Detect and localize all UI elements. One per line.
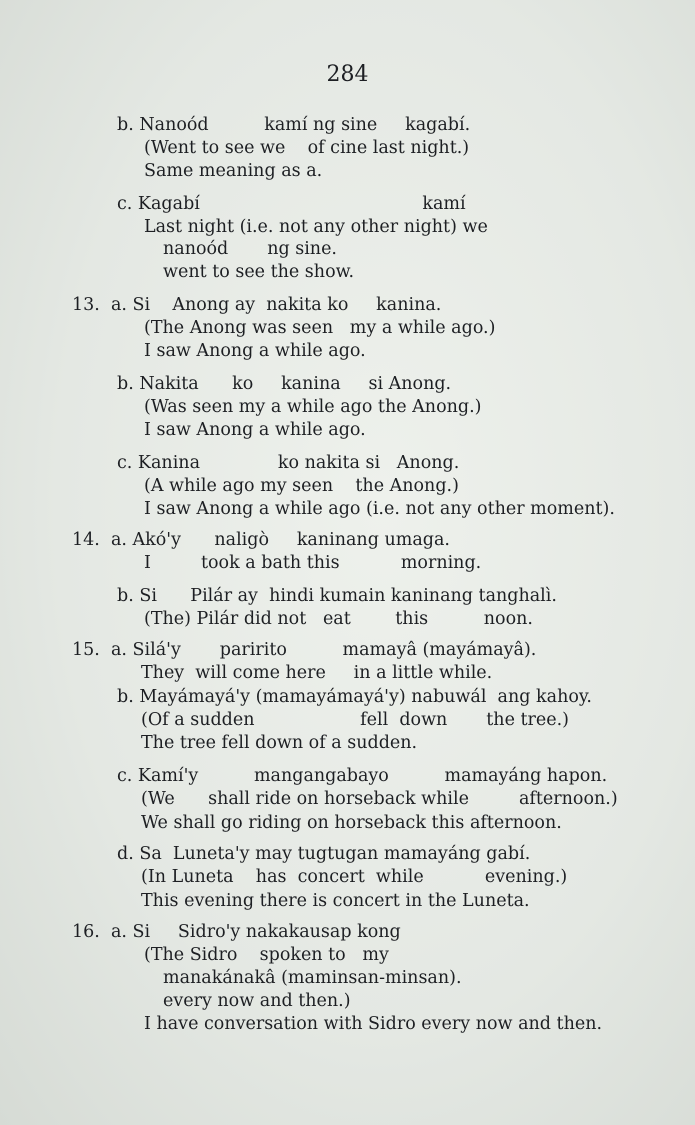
text-line: 16. a. Si Sidro'y nakakausap kong [72,922,401,942]
text-line: The tree fell down of a sudden. [141,733,418,753]
text-line: (The Anong was seen my a while ago.) [144,318,496,338]
text-line: (Of a sudden fell down the tree.) [141,710,569,730]
text-line: went to see the show. [163,262,355,282]
text-line: Last night (i.e. not any other night) we [144,217,488,237]
text-line: 13. a. Si Anong ay nakita ko kanina. [72,295,442,315]
text-line: b. Nakita ko kanina si Anong. [117,374,452,394]
page-number: 284 [326,62,369,87]
text-line: I took a bath this morning. [144,553,482,573]
text-line: I saw Anong a while ago. [144,420,366,440]
text-line: 14. a. Akó'y naligò kaninang umaga. [72,530,450,550]
text-line: (Was seen my a while ago the Anong.) [144,397,482,417]
text-line: They will come here in a little while. [141,663,493,683]
text-line: (The Sidro spoken to my [144,945,389,965]
text-line: c. Kamí'y mangangabayo mamayáng hapon. [117,766,608,786]
text-line: nanoód ng sine. [163,239,337,259]
text-line: c. Kanina ko nakita si Anong. [117,453,460,473]
text-line: Same meaning as a. [144,161,323,181]
text-line: (Went to see we of cine last night.) [144,138,470,158]
text-line: c. Kagabí kamí [117,194,466,214]
text-line: d. Sa Luneta'y may tugtugan mamayáng gabí. [117,844,531,864]
text-line: I have conversation with Sidro every now and then. [144,1014,603,1034]
text-line: 15. a. Silá'y paririto mamayâ (mayámayâ). [72,640,537,660]
text-line: (In Luneta has concert while evening.) [141,867,568,887]
text-line: b. Nanoód kamí ng sine kagabí. [117,115,471,135]
text-line: every now and then.) [163,991,351,1011]
text-line: (A while ago my seen the Anong.) [144,476,459,496]
text-line: b. Mayámayá'y (mamayámayá'y) nabuwál ang kahoy. [117,687,592,707]
text-line: (The) Pilár did not eat this noon. [144,609,533,629]
text-line: (We shall ride on horseback while afternoon.) [141,789,618,809]
text-line: This evening there is concert in the Luneta. [141,891,530,911]
text-line: b. Si Pilár ay hindi kumain kaninang tanghalì. [117,586,557,606]
text-line: I saw Anong a while ago (i.e. not any other moment). [144,499,615,519]
text-line: We shall go riding on horseback this afternoon. [141,813,562,833]
text-line: I saw Anong a while ago. [144,341,366,361]
text-line: manakánakâ (maminsan-minsan). [163,968,462,988]
